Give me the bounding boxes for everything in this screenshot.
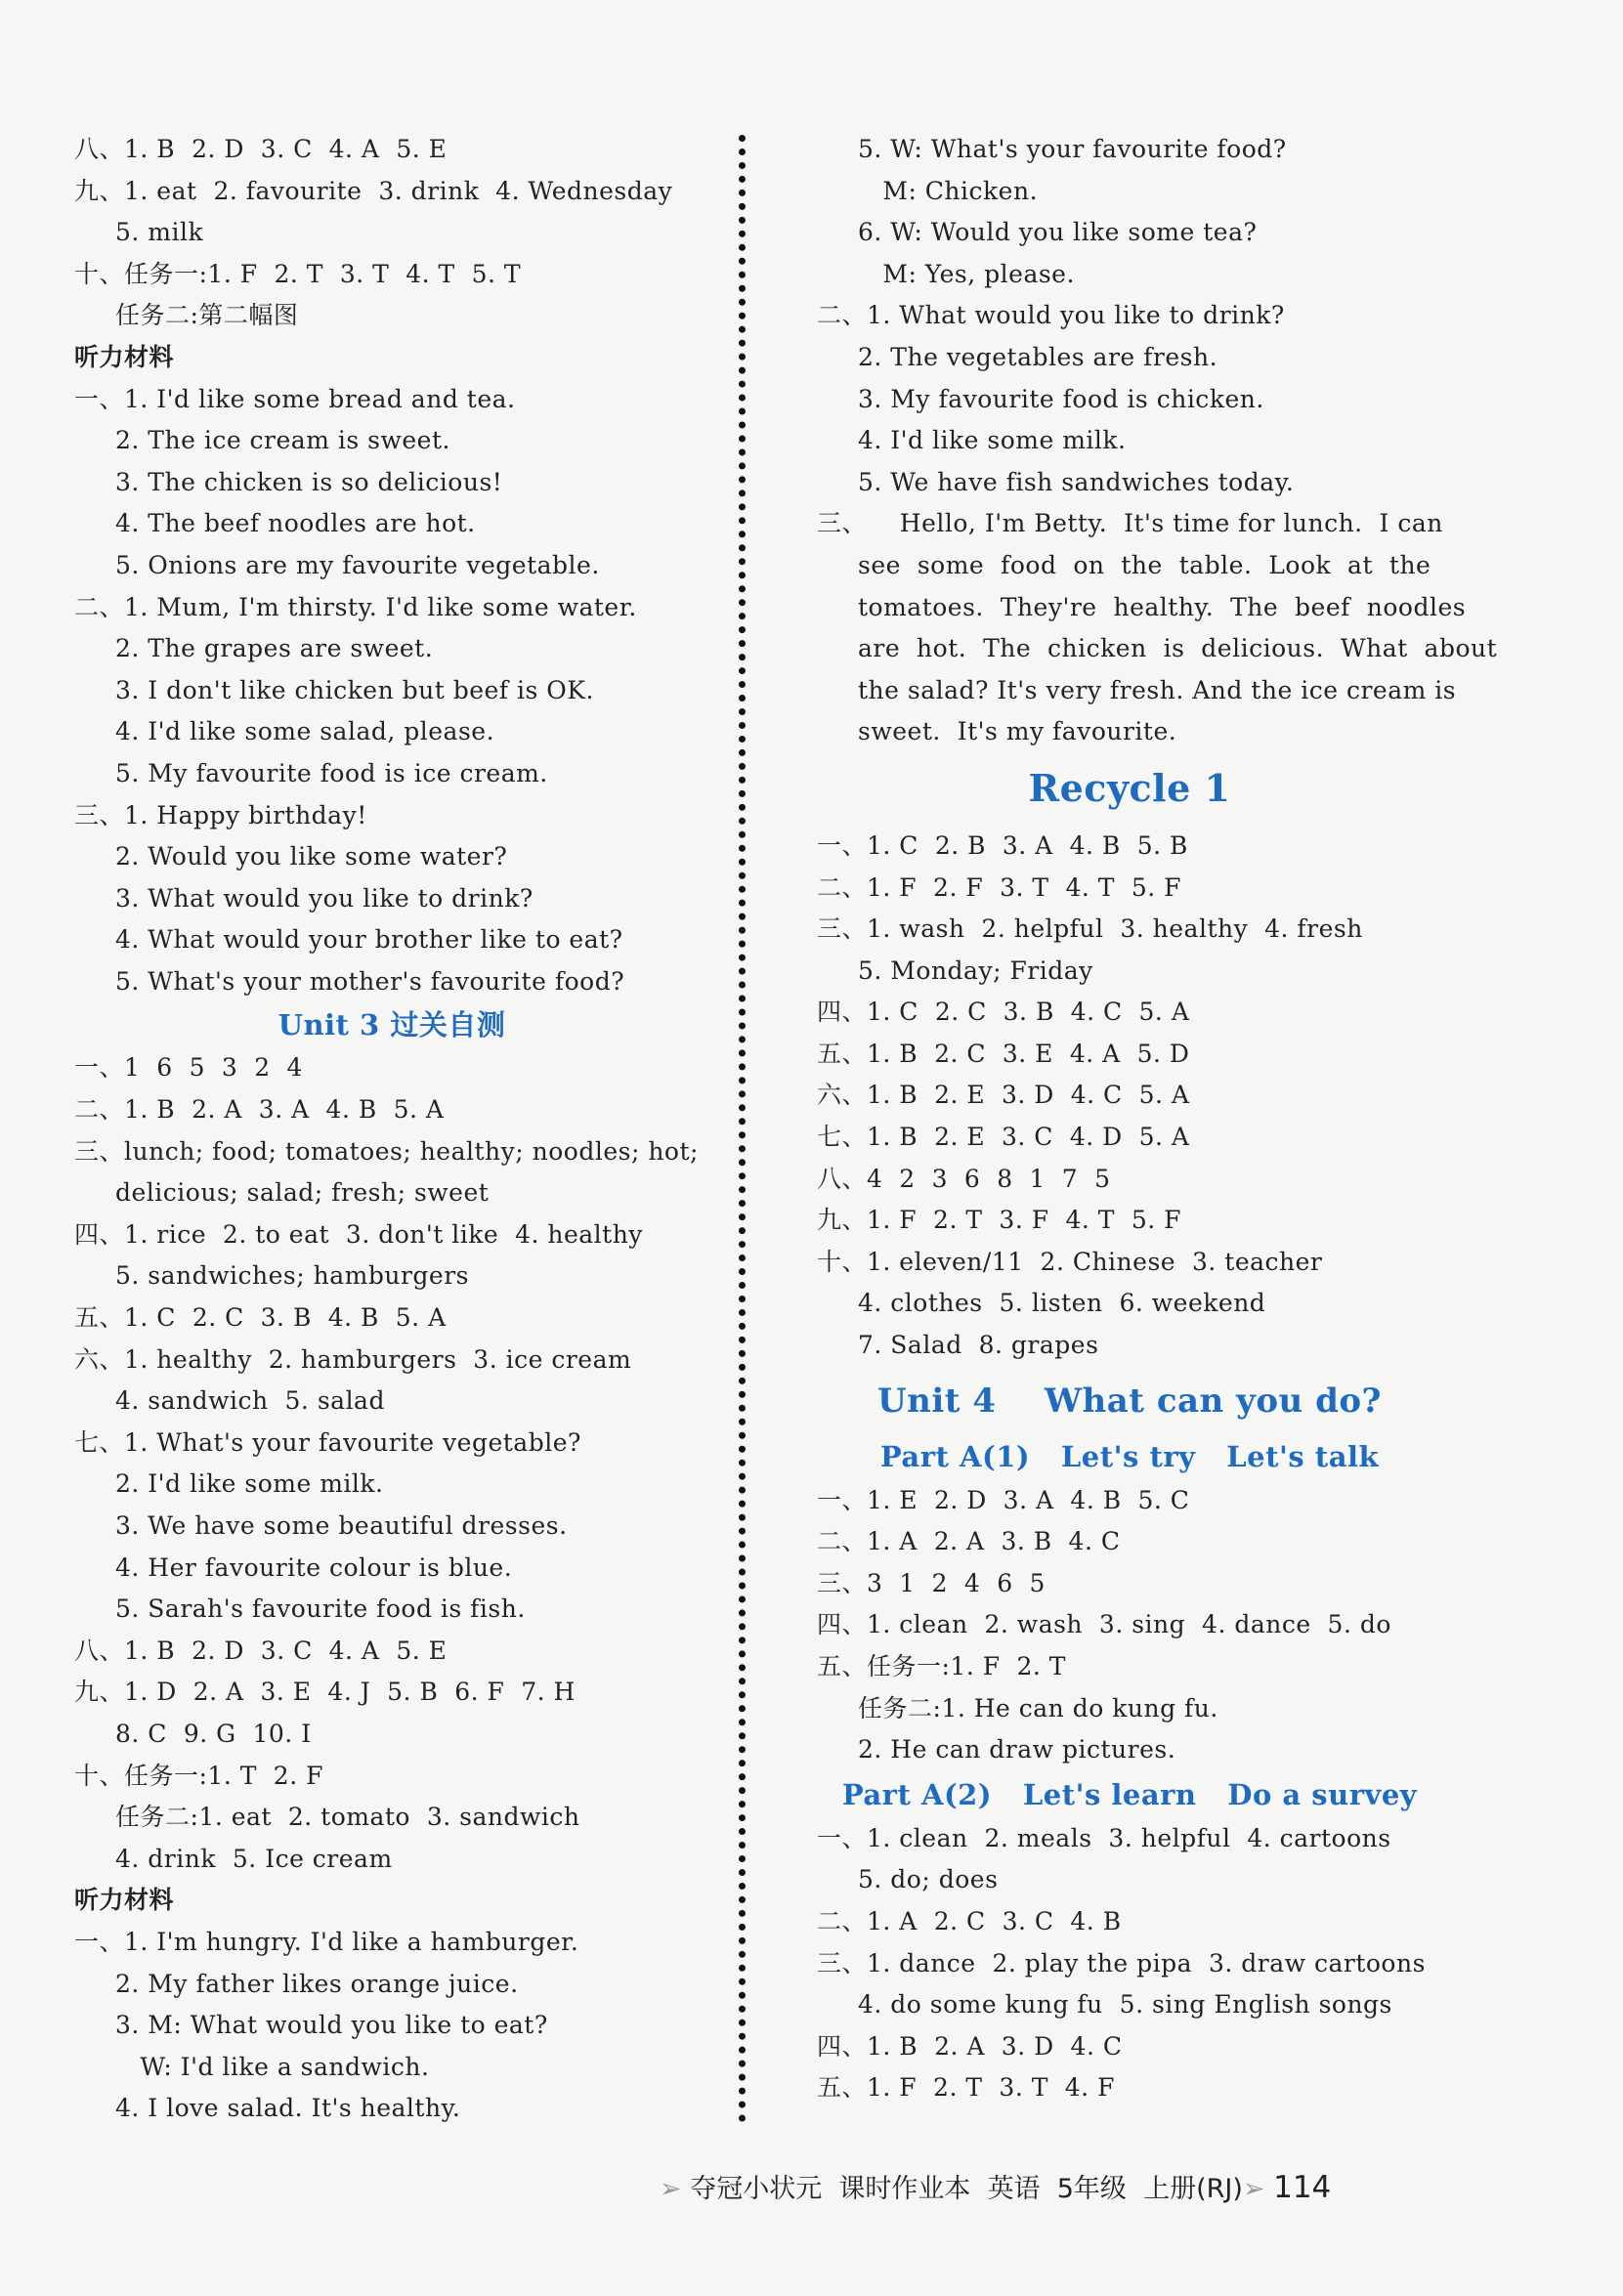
answer-line: 3. The chicken is so delicious! <box>115 467 503 496</box>
section-label: 听力材料 <box>74 342 175 371</box>
answer-line: 6. W: Would you like some tea? <box>858 218 1258 247</box>
arrow-icon: ➢ <box>1242 2174 1265 2204</box>
answer-line: 3. M: What would you like to eat? <box>115 2011 548 2040</box>
answer-line: 三、1. Happy birthday! <box>74 800 367 829</box>
answer-line: 十、1. eleven/11 2. Chinese 3. teacher <box>817 1247 1323 1276</box>
answer-line: 一、1. I'm hungry. I'd like a hamburger. <box>74 1927 579 1956</box>
answer-line: delicious; salad; fresh; sweet <box>115 1178 490 1208</box>
answer-line: 5. Sarah's favourite food is fish. <box>115 1594 526 1624</box>
answer-line: 一、1. clean 2. meals 3. helpful 4. cartoons <box>817 1823 1391 1852</box>
answer-line: 5. do; does <box>858 1865 999 1894</box>
footer-brand: 夺冠小状元 <box>690 2174 823 2204</box>
answer-line: 5. My favourite food is ice cream. <box>115 758 548 787</box>
answer-line: 四、1. C 2. C 3. B 4. C 5. A <box>817 998 1190 1027</box>
section-heading: Unit 4 What can you do? <box>877 1381 1382 1421</box>
column-divider <box>739 135 746 2123</box>
answer-line: M: Yes, please. <box>858 259 1075 288</box>
answer-line: 4. clothes 5. listen 6. weekend <box>858 1289 1266 1318</box>
answer-line: 二、1. A 2. C 3. C 4. B <box>817 1906 1122 1935</box>
section-label: 听力材料 <box>74 1886 175 1915</box>
answer-line: 二、1. B 2. A 3. A 4. B 5. A <box>74 1095 445 1125</box>
answer-line: 三、1. dance 2. play the pipa 3. draw cartoons <box>817 1948 1426 1977</box>
answer-line: 四、1. rice 2. to eat 3. don't like 4. healthy <box>74 1219 643 1249</box>
answer-line: 七、1. What's your favourite vegetable? <box>74 1427 581 1457</box>
section-heading: Recycle 1 <box>1028 765 1231 810</box>
answer-line: 四、1. clean 2. wash 3. sing 4. dance 5. do <box>817 1610 1391 1639</box>
section-heading: Unit 3 过关自测 <box>278 1008 506 1042</box>
answer-line: 7. Salad 8. grapes <box>858 1331 1099 1360</box>
answer-line: 一、1. E 2. D 3. A 4. B 5. C <box>817 1485 1190 1514</box>
answer-line: 3. What would you like to drink? <box>115 883 534 913</box>
answer-line: 五、任务一:1. F 2. T <box>817 1652 1066 1680</box>
answer-line: 4. I'd like some salad, please. <box>115 717 495 746</box>
footer-volume: 上册(RJ) <box>1143 2174 1243 2204</box>
answer-line: 2. The vegetables are fresh. <box>858 342 1218 371</box>
answer-line: 任务二:1. eat 2. tomato 3. sandwich <box>115 1803 580 1832</box>
answer-line: 4. What would your brother like to eat? <box>115 925 623 955</box>
answer-line: 六、1. healthy 2. hamburgers 3. ice cream <box>74 1344 632 1374</box>
answer-line: 三、1. wash 2. helpful 3. healthy 4. fresh <box>817 914 1363 944</box>
answer-line: 二、1. Mum, I'm thirsty. I'd like some water. <box>74 592 637 621</box>
answer-line: the salad? It's very fresh. And the ice cream is <box>858 675 1457 704</box>
answer-line: 一、1 6 5 3 2 4 <box>74 1053 303 1083</box>
answer-line: 2. My father likes orange juice. <box>115 1969 519 1998</box>
answer-line: 四、1. B 2. A 3. D 4. C <box>817 2031 1123 2061</box>
right-column <box>817 129 1498 2109</box>
answer-line: 五、1. C 2. C 3. B 4. B 5. A <box>74 1303 447 1333</box>
page-footer <box>660 2167 1331 2205</box>
answer-line: 二、1. F 2. F 3. T 4. T 5. F <box>817 872 1181 902</box>
answer-line: 5. sandwiches; hamburgers <box>115 1261 469 1291</box>
footer-subject: 英语 <box>987 2174 1041 2204</box>
answer-line: 三、3 1 2 4 6 5 <box>817 1568 1046 1597</box>
answer-line: 十、任务一:1. F 2. T 3. T 4. T 5. T <box>74 259 522 288</box>
answer-line: 2. Would you like some water? <box>115 842 508 872</box>
answer-line: tomatoes. They're healthy. The beef noodles <box>858 592 1467 621</box>
answer-line: 5. Onions are my favourite vegetable. <box>115 550 600 579</box>
answer-line: 五、1. F 2. T 3. T 4. F <box>817 2073 1115 2103</box>
answer-line: 8. C 9. G 10. I <box>115 1719 312 1748</box>
answer-line: 三、lunch; food; tomatoes; healthy; noodles; hot; <box>74 1136 699 1166</box>
answer-line: 5. Monday; Friday <box>858 956 1093 985</box>
answer-line: 六、1. B 2. E 3. D 4. C 5. A <box>817 1081 1190 1110</box>
answer-line: are hot. The chicken is delicious. What about <box>858 634 1498 663</box>
answer-line: 九、1. eat 2. favourite 3. drink 4. Wednesday <box>74 176 673 205</box>
answer-line: 八、1. B 2. D 3. C 4. A 5. E <box>74 1636 448 1665</box>
answer-line: 4. Her favourite colour is blue. <box>115 1552 513 1582</box>
answer-line: 3. My favourite food is chicken. <box>858 384 1264 413</box>
answer-line: 七、1. B 2. E 3. C 4. D 5. A <box>817 1123 1190 1152</box>
answer-line: 二、1. A 2. A 3. B 4. C <box>817 1527 1121 1556</box>
answer-line: 任务二:1. He can do kung fu. <box>858 1693 1218 1722</box>
answer-line: 5. What's your mother's favourite food? <box>115 966 625 996</box>
answer-line: 一、1. C 2. B 3. A 4. B 5. B <box>817 830 1188 860</box>
answer-line: 二、1. What would you like to drink? <box>817 301 1285 330</box>
answer-line: 2. I'd like some milk. <box>115 1469 384 1499</box>
answer-line: M: Chicken. <box>858 176 1039 205</box>
answer-line: 5. milk <box>115 218 204 247</box>
answer-line: 4. I love salad. It's healthy. <box>115 2094 461 2123</box>
answer-line: 4. The beef noodles are hot. <box>115 509 476 538</box>
answer-line: 八、1. B 2. D 3. C 4. A 5. E <box>74 135 448 163</box>
page-number: 114 <box>1273 2170 1332 2205</box>
arrow-icon: ➢ <box>660 2174 682 2204</box>
answer-line: sweet. It's my favourite. <box>858 717 1177 746</box>
answer-line: 一、1. I'd like some bread and tea. <box>74 384 516 413</box>
footer-book: 课时作业本 <box>838 2174 971 2204</box>
section-heading: Part A(2) Let's learn Do a survey <box>841 1777 1418 1811</box>
answer-line: 2. The grapes are sweet. <box>115 634 434 663</box>
answer-line: 九、1. D 2. A 3. E 4. J 5. B 6. F 7. H <box>74 1678 576 1707</box>
answer-line: 4. drink 5. Ice cream <box>115 1844 393 1873</box>
answer-line: 4. sandwich 5. salad <box>115 1386 385 1416</box>
answer-line: 2. The ice cream is sweet. <box>115 426 450 455</box>
answer-line: 5. W: What's your favourite food? <box>858 135 1287 163</box>
answer-line: see some food on the table. Look at the <box>858 550 1431 579</box>
answer-line: 3. I don't like chicken but beef is OK. <box>115 675 594 704</box>
answer-line: 2. He can draw pictures. <box>858 1735 1176 1765</box>
left-column <box>74 129 709 2130</box>
answer-line: 3. We have some beautiful dresses. <box>115 1511 568 1540</box>
answer-line: 九、1. F 2. T 3. F 4. T 5. F <box>817 1206 1181 1235</box>
section-heading: Part A(1) Let's try Let's talk <box>879 1439 1380 1473</box>
footer-grade: 5年级 <box>1056 2174 1127 2204</box>
answer-line: 5. We have fish sandwiches today. <box>858 467 1295 496</box>
answer-line: 十、任务一:1. T 2. F <box>74 1761 323 1790</box>
answer-line: 任务二:第二幅图 <box>115 301 299 330</box>
answer-line: 三、 Hello, I'm Betty. It's time for lunch. I can <box>817 509 1443 538</box>
answer-line: 八、4 2 3 6 8 1 7 5 <box>817 1164 1111 1193</box>
answer-line: 4. I'd like some milk. <box>858 426 1127 455</box>
answer-line: 4. do some kung fu 5. sing English songs <box>858 1990 1392 2020</box>
answer-line: W: I'd like a sandwich. <box>115 2052 430 2081</box>
answer-line: 五、1. B 2. C 3. E 4. A 5. D <box>817 1039 1190 1068</box>
